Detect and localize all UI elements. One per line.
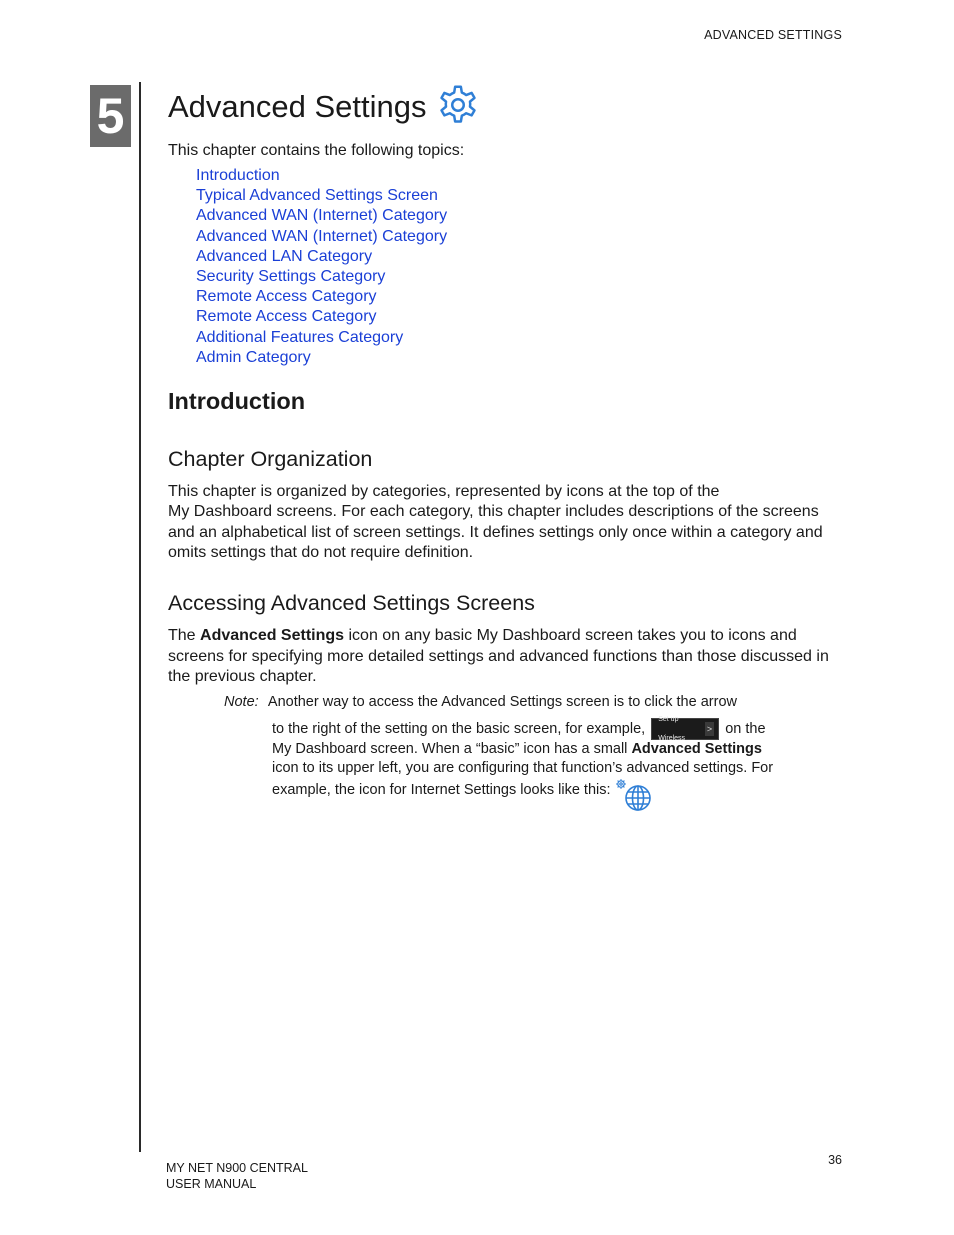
accessing-paragraph <box>168 626 840 687</box>
page-number: 36 <box>828 1153 842 1167</box>
subheading-accessing-screens: Accessing Advanced Settings Screens <box>168 591 535 616</box>
toc-link-wan-2[interactable]: Advanced WAN (Internet) Category <box>196 227 448 245</box>
note-pre-button: to the right of the setting on the basic screen, for example, <box>272 720 646 737</box>
chapter-number-badge: 5 <box>90 85 131 147</box>
running-header: ADVANCED SETTINGS <box>704 28 842 42</box>
organization-line-2: My Dashboard screens. For each category, this chapter includes descriptions of the screens and an alphabetical list of screen settings. It defines settings only once within a category and omits settings that do not require definition. <box>168 503 823 561</box>
accessing-bold-term: Advanced Settings <box>200 627 345 645</box>
note-rest: icon to its upper left, you are configuring that function’s advanced settings. For example, the icon for Internet Settings looks like this: <box>272 760 774 799</box>
internet-settings-icon <box>615 778 655 810</box>
note-continuation <box>272 718 782 810</box>
toc-link-typical-screen[interactable]: Typical Advanced Settings Screen <box>196 187 438 205</box>
title-row <box>168 82 840 132</box>
footer-product-name: MY NET N900 CENTRAL <box>166 1161 308 1175</box>
toc-link-remote-1[interactable]: Remote Access Category <box>196 288 377 306</box>
accessing-text-post: icon on any basic My Dashboard screen takes you to icons and screens for specifying more detailed settings and advanced functions than those discussed in the previous chapter. <box>168 627 829 685</box>
note-post-button: on the My Dashboard screen. When a “basic” icon has a small <box>272 720 766 758</box>
chapter-rule <box>139 82 141 1152</box>
organization-paragraph <box>168 482 840 563</box>
set-up-wireless-button-image <box>651 716 719 743</box>
footer-product <box>166 1161 308 1192</box>
organization-line-1: This chapter is organized by categories, represented by icons at the top of the <box>168 483 720 501</box>
gear-icon <box>427 82 481 133</box>
note-bold-term: Advanced Settings <box>631 741 762 758</box>
toc-link-security[interactable]: Security Settings Category <box>196 268 386 286</box>
footer-manual-label: USER MANUAL <box>166 1176 257 1191</box>
section-heading-introduction: Introduction <box>168 388 306 415</box>
toc-link-additional[interactable]: Additional Features Category <box>196 328 404 346</box>
note-label: Note: <box>224 694 259 711</box>
toc-link-introduction[interactable]: Introduction <box>196 167 280 184</box>
subheading-chapter-organization: Chapter Organization <box>168 447 373 472</box>
accessing-text-pre: The <box>168 627 201 645</box>
topics-list <box>196 166 840 368</box>
note-first-line <box>224 693 840 712</box>
page-content <box>168 82 840 810</box>
toc-link-wan-1[interactable]: Advanced WAN (Internet) Category <box>196 207 448 225</box>
toc-link-admin[interactable]: Admin Category <box>196 348 311 366</box>
toc-link-remote-2[interactable]: Remote Access Category <box>196 308 377 326</box>
chevron-right-icon: > <box>705 722 714 736</box>
page-title: Advanced Settings <box>168 89 427 124</box>
set-up-wireless-label: Set up Wireless <box>658 716 686 743</box>
note-line-1: Another way to access the Advanced Settings screen is to click the arrow <box>267 694 737 711</box>
toc-link-lan[interactable]: Advanced LAN Category <box>196 247 373 265</box>
note-block <box>224 693 840 810</box>
topics-intro: This chapter contains the following topics: <box>168 142 465 159</box>
